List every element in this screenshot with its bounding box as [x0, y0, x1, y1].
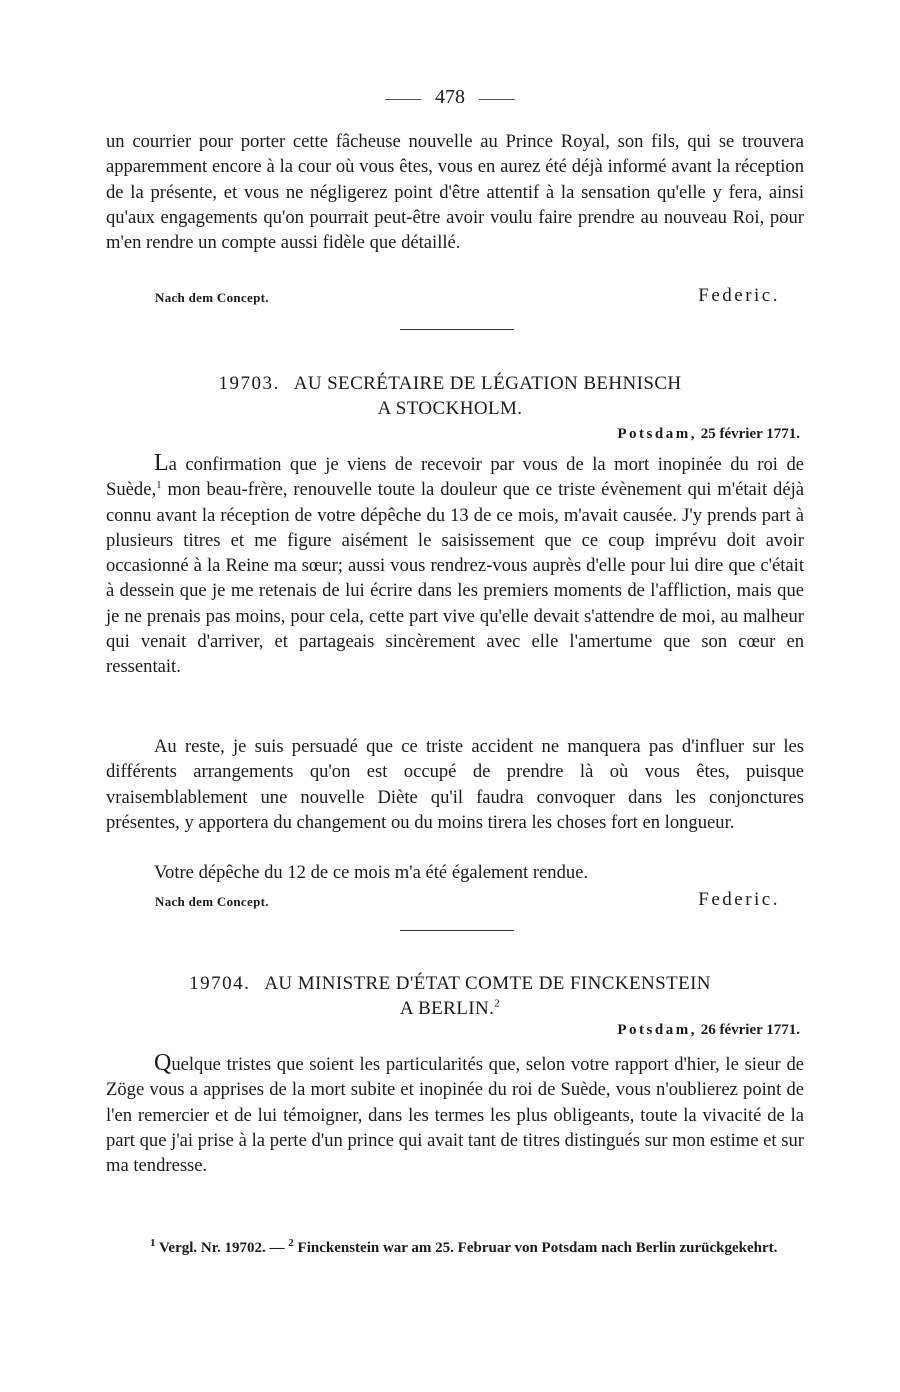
footnote-2-mark: 2 [288, 1237, 294, 1249]
footnote-ref-1: 1 [156, 479, 162, 492]
footnote-ref-2: 2 [494, 997, 501, 1010]
page-number: 478 [435, 85, 465, 108]
letter-19704-paragraph-1 [106, 1052, 804, 1178]
header-dash-right [479, 99, 515, 100]
letter-19703-signature: Federic. [698, 889, 780, 910]
letter-19704-place: Potsdam, [617, 1022, 697, 1038]
letter-19704-dateline [617, 1022, 800, 1039]
intro-source-note: Nach dem Concept. [155, 290, 269, 305]
letter-19703-number: 19703. [218, 373, 280, 394]
letter-19704-heading [100, 971, 800, 1021]
letter-19703-recipient: AU SECRÉTAIRE DE LÉGATION BEHNISCH [293, 373, 682, 394]
letter-19704-title-line1 [100, 971, 800, 996]
footnote-1-mark: 1 [150, 1237, 156, 1249]
letter-19703-p1-part-a: a confirmation que je viens de recevoir par vous de la mort inopinée du roi de Suède, [106, 454, 804, 501]
letter-19704-p1-text: uelque tristes que soient les particularités que, selon votre rapport d'hier, le sieur de Zöge vous a apprises de la mort subite et inopinée du roi de Suède, vous n'oublierez point de l'en remercier et de lui témoigner, dans les termes les plus obligeants, toute la vivacité de la part que j'ai prise à la perte d'un prince qui avait tant de titres distingués sur mon estime et sur ma tendresse. [106, 1054, 804, 1177]
letter-19703-heading [100, 371, 800, 421]
letter-19703-title-line2: A STOCKHOLM. [377, 398, 523, 419]
footnote-2-text: Finckenstein war am 25. Februar von Potsdam nach Berlin zurückgekehrt. [293, 1240, 778, 1256]
intro-paragraph: un courrier pour porter cette fâcheuse nouvelle au Prince Royal, son fils, qui se trouvera apparemment encore à la cour où vous êtes, vous en aurez été déjà informé avant la réception de la présente, et vous ne négligerez point d'être attentif à la sensation qu'elle y fera, ainsi qu'aux engagements qu'on pourrait peut-être avoir voulu faire prendre au nouveau Roi, pour m'en rendre un compte aussi fidèle que détaillé. [106, 131, 804, 254]
letter-19703-p1-part-b: mon beau-frère, renouvelle toute la douleur que ce triste évènement qui m'était déjà connu avant la réception de votre dépêche du 13 de ce mois, m'avait causée. J'y prends part à plusieurs titres et me figure aisément le saisissement que ce coup imprévu doit avoir occasionné à la Reine ma sœur; aussi vous rendrez-vous auprès d'elle pour lui dire que c'était à dessein que je me retenais de lui écrire dans les premiers moments de l'affliction, mais que je ne prenais pas moins, pour cela, cette part vive qu'elle devait s'attendre de moi, au malheur qui venait d'arriver, et partageais sincèrement avec elle l'amertume que son cœur en ressentait. [106, 479, 804, 678]
letter-19703-paragraph-3: Votre dépêche du 12 de ce mois m'a été également rendue. [154, 862, 589, 883]
footnotes [106, 1238, 804, 1259]
letter-19703-date: 25 février 1771. [700, 426, 800, 442]
page-header [0, 84, 900, 110]
intro-signature: Federic. [698, 285, 780, 306]
letter-19703-place: Potsdam, [617, 426, 697, 442]
letter-19703-paragraph-2: Au reste, je suis persuadé que ce triste accident ne manquera pas d'influer sur les différents arrangements qu'on est occupé de prendre là où vous êtes, puisque vraisemblablement une nouvelle Diète qu'il faudra convoquer dans les conjonctures présentes, y apportera du changement ou du moins tirera les choses fort en longueur. [106, 736, 804, 833]
letter-19703-dropcap: L [154, 450, 169, 476]
letter-19704-recipient: AU MINISTRE D'ÉTAT COMTE DE FINCKENSTEIN [264, 973, 711, 994]
letter-19703-source-note: Nach dem Concept. [155, 894, 269, 909]
section-divider-2 [400, 930, 514, 931]
section-divider-1 [400, 329, 514, 330]
footnote-1-text: Vergl. Nr. 19702. — [155, 1240, 289, 1256]
letter-19704-title-line2 [100, 996, 800, 1021]
letter-19704-dropcap: Q [154, 1050, 172, 1076]
letter-19703-paragraph-1 [106, 452, 804, 680]
header-dash-left [385, 99, 421, 100]
letter-19703-dateline [617, 426, 800, 443]
letter-19704-number: 19704. [189, 973, 251, 994]
letter-19704-date: 26 février 1771. [700, 1022, 800, 1038]
letter-19704-city: A BERLIN. [399, 998, 495, 1019]
letter-19703-title-line1 [100, 371, 800, 396]
